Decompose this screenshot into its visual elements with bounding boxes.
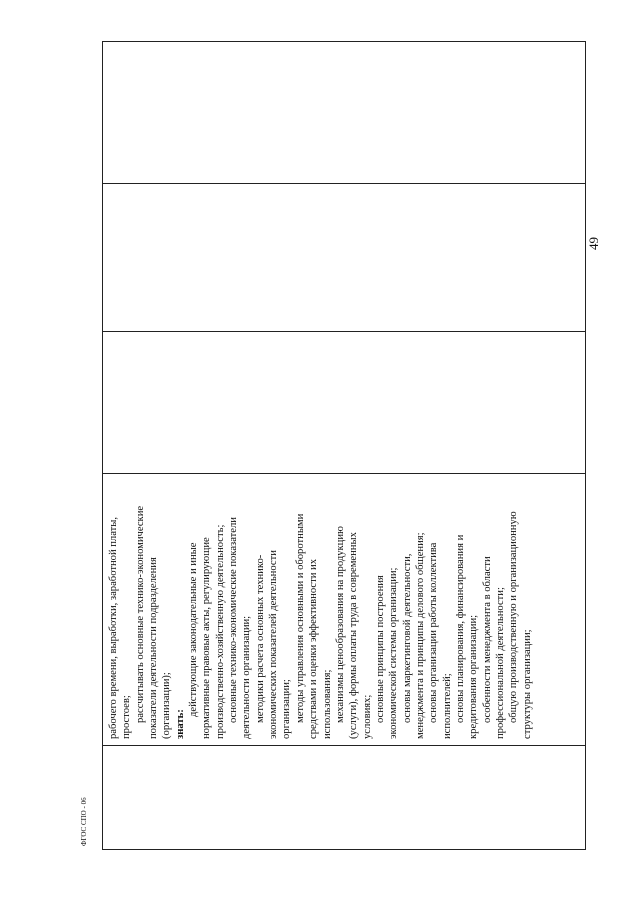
- requirement-line: общую производственную и организационную: [508, 511, 520, 723]
- requirement-line: исполнителей;: [441, 673, 453, 739]
- requirement-line: особенности менеджмента в области: [481, 556, 493, 723]
- requirement-line: механизмы ценообразования на продукцию: [334, 526, 346, 723]
- requirement-line: основы планирования, финансирования и: [454, 534, 466, 723]
- table-cell-empty: [103, 42, 586, 184]
- requirement-line: основы организации работы коллектива: [428, 542, 440, 723]
- requirement-line: экономических показателей деятельности: [268, 550, 280, 739]
- rotated-table-region: [102, 42, 586, 850]
- table-cell-empty: [103, 184, 586, 332]
- requirement-line: менеджмента и принципы делового общения;: [414, 532, 426, 739]
- requirement-line: условиях;: [361, 694, 373, 739]
- requirement-line: (организации);: [161, 672, 173, 739]
- requirement-line: основные технико-экономические показатели: [228, 517, 240, 723]
- requirement-line: (услуги), формы оплаты труда в современных: [348, 532, 360, 739]
- requirement-line: действующие законодательные и иные: [188, 542, 200, 717]
- requirement-line: рабочего времени, выработки, заработной платы,: [108, 516, 119, 739]
- requirement-line: методы управления основными и оборотными: [294, 513, 306, 723]
- requirement-line: профессиональной деятельности;: [494, 587, 506, 739]
- requirement-line: кредитования организации;: [468, 614, 480, 739]
- requirement-line: средствами и оценки эффективности их: [308, 559, 320, 739]
- requirement-line: организации;: [281, 679, 293, 739]
- requirement-line: показатели деятельности подразделения: [148, 557, 160, 739]
- requirement-line: деятельности организации;: [241, 615, 253, 739]
- requirement-line: простоев;: [121, 695, 133, 739]
- table-cell-index: [103, 746, 586, 850]
- requirement-line: основные принципы построения: [374, 575, 386, 723]
- requirement-line: нормативные правовые акты, регулирующие: [201, 537, 213, 739]
- requirement-line: использования;: [321, 669, 333, 739]
- footer-label: ФГОС СПО - 06: [80, 797, 88, 846]
- table-row: [103, 42, 586, 850]
- requirement-line: методики расчета основных технико-: [254, 554, 266, 723]
- page-number: 49: [586, 237, 601, 250]
- standard-table: [102, 41, 586, 850]
- section-heading: знать:: [174, 709, 186, 739]
- table-cell-empty: [103, 332, 586, 474]
- table-cell-requirements: [103, 474, 586, 746]
- requirement-line: экономической системы организации;: [388, 567, 400, 739]
- requirement-line: основы маркетинговой деятельности,: [401, 553, 413, 723]
- requirement-line: структуры организации;: [521, 629, 533, 739]
- requirement-line: рассчитывать основные технико-экономические: [134, 505, 146, 723]
- requirement-line: производственно-хозяйственную деятельность;: [214, 524, 226, 739]
- requirements-text: [103, 474, 534, 745]
